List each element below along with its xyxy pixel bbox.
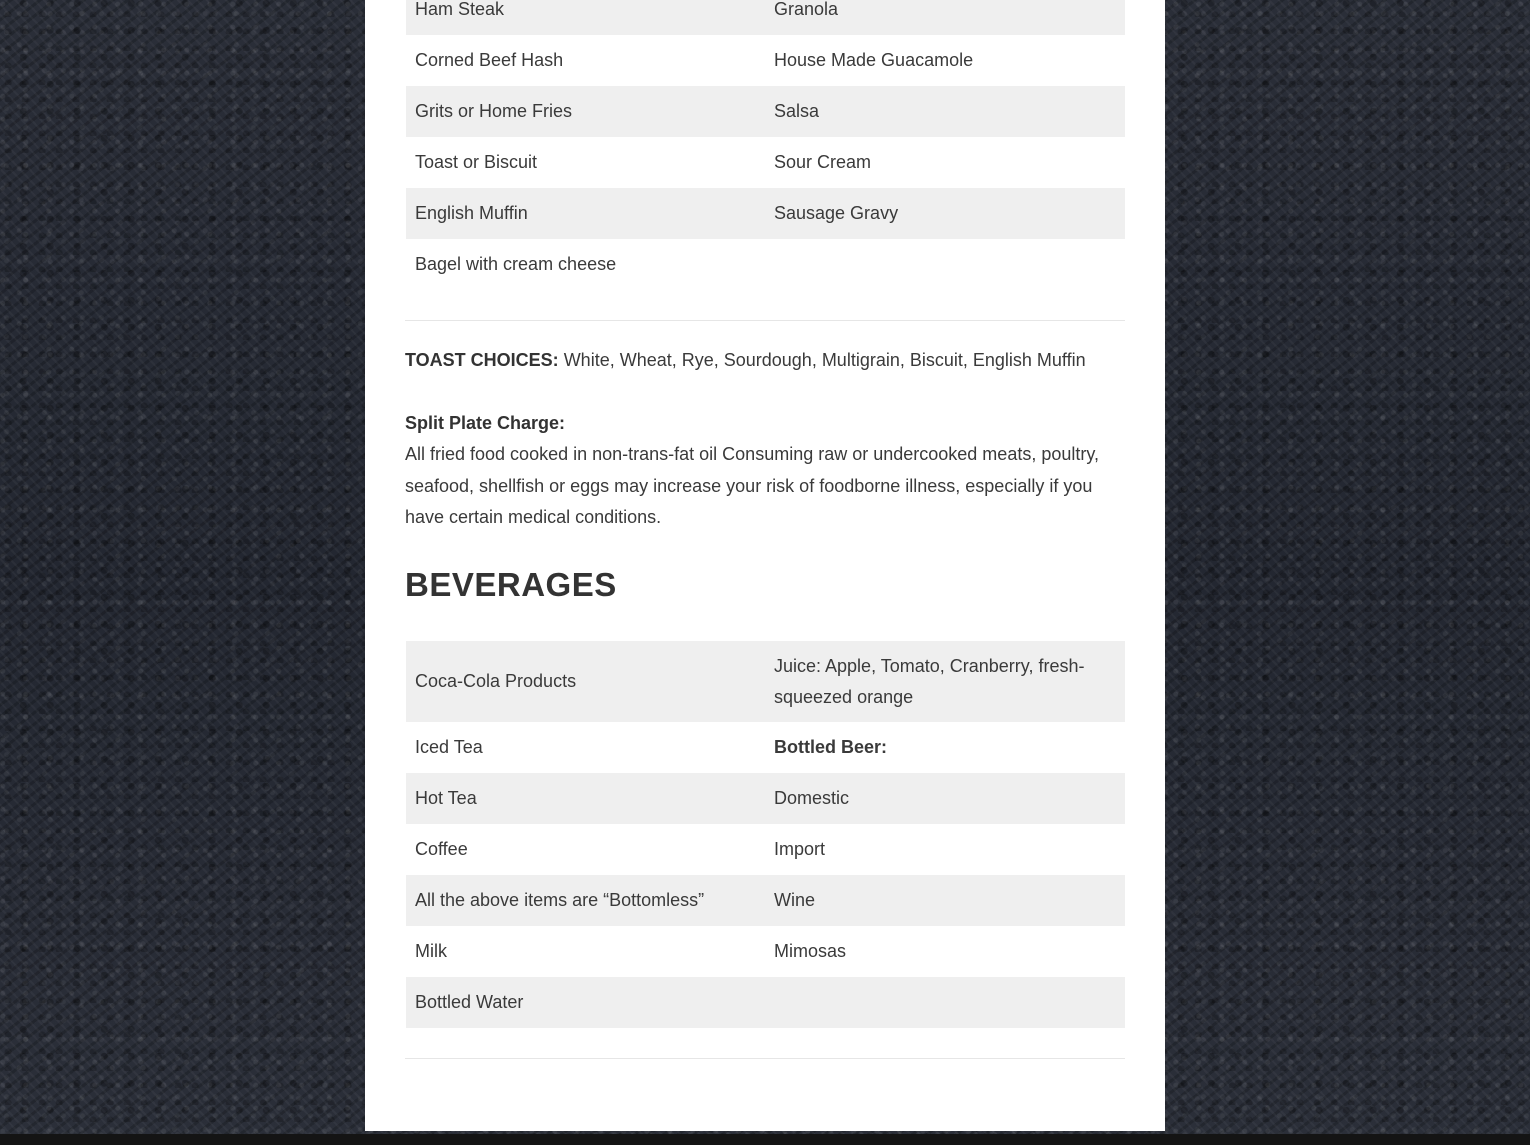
table-row [405, 239, 1125, 290]
table-row [405, 641, 1125, 722]
table-cell: Sausage Gravy [764, 188, 1125, 239]
table-cell: Milk [415, 941, 447, 961]
table-cell: Iced Tea [415, 737, 483, 757]
table-cell: Import [774, 839, 826, 859]
table-cell: Toast or Biscuit [415, 152, 538, 172]
table-cell: English Muffin [405, 188, 764, 239]
toast-choices-label: TOAST CHOICES: [405, 350, 559, 370]
table-row [405, 926, 1125, 977]
table-row [405, 824, 1125, 875]
table-cell: Grits or Home Fries [405, 86, 764, 137]
table-cell [764, 977, 1125, 1028]
table-cell: Sour Cream [774, 152, 872, 172]
table-cell: Wine [764, 875, 1125, 926]
table-row [405, 188, 1125, 239]
page-bottom-bar [0, 1134, 1530, 1145]
table-cell: Coca-Cola Products [405, 641, 764, 722]
table-row [405, 35, 1125, 86]
table-cell: Bagel with cream cheese [415, 254, 617, 274]
table-row [405, 0, 1125, 35]
table-cell: Ham Steak [405, 0, 764, 35]
table-cell: Juice: Apple, Tomato, Cranberry, fresh-squeezed orange [764, 641, 1125, 722]
table-cell: House Made Guacamole [774, 50, 974, 70]
section-divider [405, 1058, 1125, 1059]
toast-choices-text: White, Wheat, Rye, Sourdough, Multigrain, Biscuit, English Muffin [558, 350, 1086, 370]
table-row [405, 977, 1125, 1028]
table-cell: Coffee [415, 839, 468, 859]
menu-content-panel [365, 0, 1165, 1131]
table-cell: Salsa [764, 86, 1125, 137]
toast-choices [405, 345, 1125, 377]
beverages-table [405, 641, 1125, 1028]
table-cell [764, 239, 1125, 290]
split-plate-label: Split Plate Charge: [405, 413, 566, 433]
table-cell: Corned Beef Hash [415, 50, 564, 70]
table-cell: Hot Tea [405, 773, 764, 824]
section-divider [405, 320, 1125, 321]
table-cell: Bottled Water [405, 977, 764, 1028]
table-cell: Bottled Beer: [774, 737, 888, 757]
table-row [405, 773, 1125, 824]
table-row [405, 86, 1125, 137]
food-safety-notice: All fried food cooked in non-trans-fat oil Consuming raw or undercooked meats, poultry, seafood, shellfish or eggs may increase your risk of foodborne illness, especially if you have certain medical conditions. [405, 444, 1100, 527]
table-cell: Mimosas [774, 941, 847, 961]
table-cell: Granola [764, 0, 1125, 35]
table-cell: All the above items are “Bottomless” [405, 875, 764, 926]
table-row [405, 722, 1125, 773]
breakfast-sides-table [405, 0, 1125, 290]
table-cell: Domestic [764, 773, 1125, 824]
table-row [405, 137, 1125, 188]
section-heading-beverages: BEVERAGES [405, 566, 617, 603]
table-row [405, 875, 1125, 926]
